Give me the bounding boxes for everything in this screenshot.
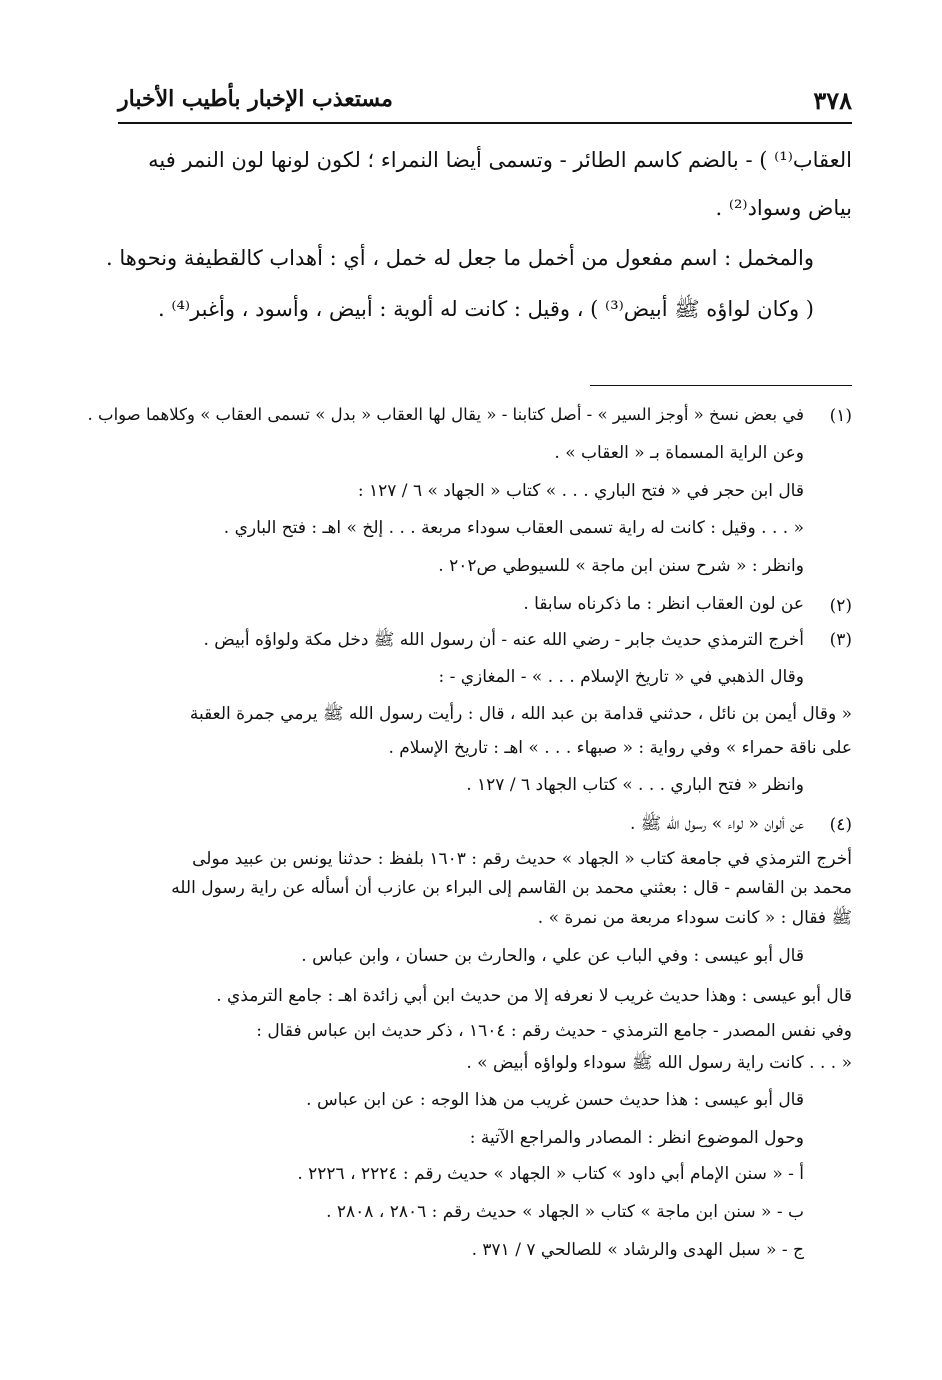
main-text-line: العقاب⁽¹⁾ ) - بالضم كاسم الطائر - وتسمى أيضا النمراء ؛ لكون لونها لون النمر فيه	[148, 148, 852, 172]
footnote-line: وانظر « فتح الباري . . . » كتاب الجهاد ٦ / ١٢٧ .	[466, 775, 804, 795]
book-title: مستعذب الإخبار بأطيب الأخبار	[118, 86, 393, 112]
footnote-separator	[590, 385, 852, 386]
footnote-line: أ - « سنن الإمام أبي داود » كتاب « الجهاد » حديث رقم : ٢٢٢٤ ، ٢٢٢٦ .	[297, 1164, 804, 1184]
footnote-line: عن لون العقاب انظر : ما ذكرناه سابقا .	[523, 594, 804, 614]
footnote-line: « . . . كانت راية رسول الله ﷺ سوداء ولواؤه أبيض » .	[466, 1053, 852, 1073]
footnote-line: قال أبو عيسى : هذا حديث حسن غريب من هذا الوجه : عن ابن عباس .	[306, 1090, 804, 1110]
footnote-line: ج - « سبل الهدى والرشاد » للصالحي ٧ / ٣٧١ .	[471, 1240, 804, 1260]
footnote-line: وانظر : « شرح سنن ابن ماجة » للسيوطي ص٢٠٢ .	[438, 556, 804, 576]
footnote-line: وحول الموضوع انظر : المصادر والمراجع الآتية :	[469, 1128, 804, 1148]
footnote-line: « وقال أيمن بن نائل ، حدثني قدامة بن عبد الله ، قال : رأيت رسول الله ﷺ يرمي جمرة العقبة	[189, 704, 852, 724]
footnote-line: وفي نفس المصدر - جامع الترمذي - حديث رقم : ١٦٠٤ ، ذكر حديث ابن عباس فقال :	[256, 1021, 852, 1041]
footnote-line: على ناقة حمراء » وفي رواية : « صبهاء . . . » اهـ : تاريخ الإسلام .	[388, 738, 852, 758]
footnote-line: « . . . وقيل : كانت له راية تسمى العقاب سوداء مربعة . . . إلخ » اهـ : فتح الباري .	[223, 518, 804, 538]
footnote-line: محمد بن القاسم - قال : بعثني محمد بن القاسم إلى البراء بن عازب أن أسأله عن راية رسول الله	[171, 878, 852, 898]
footnote-line: قال أبو عيسى : وهذا حديث غريب لا نعرفه إلا من حديث ابن أبي زائدة اهـ : جامع الترمذي .	[216, 986, 852, 1006]
footnote-line: قال ابن حجر في « فتح الباري . . . » كتاب « الجهاد » ٦ / ١٢٧ :	[357, 481, 804, 501]
footnote-line: قال أبو عيسى : وفي الباب عن علي ، والحارث بن حسان ، وابن عباس .	[301, 946, 804, 966]
main-text-line: والمخمل : اسم مفعول من أخمل ما جعل له خمل ، أي : أهداب كالقطيفة ونحوها .	[105, 246, 814, 270]
page-number: ٣٧٨	[813, 86, 852, 115]
footnote-line: ﷺ فقال : « كانت سوداء مربعة من نمرة » .	[537, 908, 852, 928]
footnote-line: وعن الراية المسماة بـ « العقاب » .	[554, 443, 804, 463]
footnote-line: أخرج الترمذي حديث جابر - رضي الله عنه - أن رسول الله ﷺ دخل مكة ولواؤه أبيض .	[203, 630, 804, 650]
footnote-number: (٣)	[829, 630, 852, 650]
footnote-line: عن ألوان « لواء » رسول الله ﷺ .	[629, 814, 804, 834]
footnote-number: (٢)	[829, 596, 852, 616]
page-header	[118, 84, 852, 124]
footnote-number: (٤)	[829, 815, 852, 835]
footnote-line: أخرج الترمذي في جامعة كتاب « الجهاد » حديث رقم : ١٦٠٣ بلفظ : حدثنا يونس بن عبيد مولى	[192, 849, 852, 869]
footnote-line: ب - « سنن ابن ماجة » كتاب « الجهاد » حديث رقم : ٢٨٠٦ ، ٢٨٠٨ .	[326, 1202, 804, 1222]
main-text-line: ( وكان لواؤه ﷺ أبيض⁽³⁾ ) ، وقيل : كانت له ألوية : أبيض ، وأسود ، وأغبر⁽⁴⁾ .	[157, 297, 814, 321]
main-text-line: بياض وسواد⁽²⁾ .	[715, 196, 852, 220]
footnote-line: في بعض نسخ « أوجز السير » - أصل كتابنا - « يقال لها العقاب « بدل » تسمى العقاب » وكلاهما صواب .	[87, 405, 804, 424]
footnote-number: (١)	[829, 406, 852, 426]
footnote-line: وقال الذهبي في « تاريخ الإسلام . . . » - المغازي - :	[438, 667, 804, 687]
